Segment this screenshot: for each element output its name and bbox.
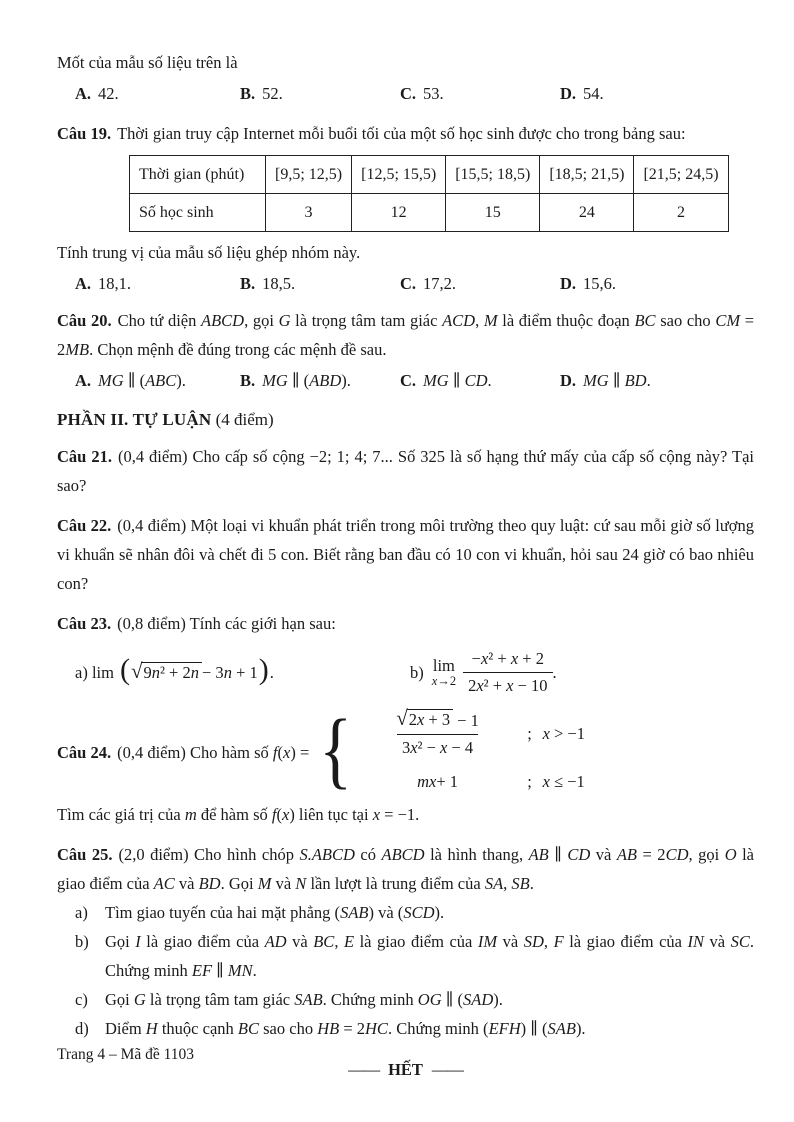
question-stem: Câu 19. Thời gian truy cập Internet mỗi buổi tối của một số học sinh được cho trong bảng sau: [57, 124, 686, 143]
period: . [269, 662, 274, 682]
table-cell: Số học sinh [130, 194, 266, 232]
question-stem: Câu 20. Cho tứ diện ABCD, gọi G là trọng tâm tam giác ACD, M là điểm thuộc đoạn BC sao cho CM = 2MB. Chọn mệnh đề đúng trong các mệnh đề sau. [57, 311, 755, 359]
option-label: C. [400, 274, 417, 293]
list-item-d [57, 1014, 754, 1043]
option-a [75, 79, 240, 108]
page-footer: Trang 4 – Mã đề 1103 [57, 1046, 195, 1063]
question-23 [57, 609, 754, 700]
question-25 [57, 840, 754, 1043]
option-text: 53. [423, 84, 444, 103]
end-mark-text: HẾT [388, 1060, 423, 1079]
item-label: c) [75, 990, 88, 1009]
question-number: Câu 21. [57, 447, 112, 466]
radicand: 9n² + 2n [141, 662, 202, 682]
limit-operator: lim x→2 [431, 655, 457, 688]
close-paren: ) [258, 653, 269, 686]
table-cell: [9,5; 12,5) [266, 156, 352, 194]
dash-left: —— [348, 1060, 380, 1079]
table-row [130, 194, 729, 232]
option-text: MG ∥ (ABC). [98, 371, 186, 390]
option-text: 17,2. [423, 274, 457, 293]
table-cell: [18,5; 21,5) [540, 156, 634, 194]
question-text: Tính trung vị của mẫu số liệu ghép nhóm này. [57, 243, 361, 262]
item-text: Gọi I là giao điểm của AD và BC, E là giao điểm của IM và SD, F là giao điểm của IN và SC. Chứng minh EF ∥ MN. [105, 932, 754, 980]
numerator-tail: − 1 [453, 710, 479, 730]
limit-prefix: b) [410, 662, 424, 682]
option-label: C. [400, 371, 417, 390]
piecewise-cases [359, 705, 586, 796]
fraction [391, 705, 484, 758]
option-a [75, 366, 240, 395]
fraction [463, 649, 552, 696]
table-cell: 12 [352, 194, 446, 232]
answer-options [57, 366, 754, 395]
table-cell: [21,5; 24,5) [634, 156, 728, 194]
separator: ; [527, 771, 532, 791]
radical-icon: √ [130, 658, 143, 683]
limit-expression-a [75, 653, 410, 687]
table-row [130, 156, 729, 194]
question-24 [57, 700, 754, 829]
option-label: D. [560, 371, 577, 390]
option-text: MG ∥ (ABD). [262, 371, 351, 390]
expression-tail: − 3n + 1 [202, 662, 258, 682]
option-label: A. [75, 274, 92, 293]
dash-right: —— [431, 1060, 463, 1079]
table-cell: 15 [446, 194, 540, 232]
case-expression [359, 705, 517, 758]
open-paren: ( [119, 653, 130, 686]
option-d [560, 79, 754, 108]
case-row-1 [359, 705, 586, 758]
question-follow-up: Tìm các giá trị của m để hàm số f(x) liên tục tại x = −1. [57, 805, 420, 824]
question-22 [57, 511, 754, 598]
limit-expressions [57, 644, 754, 700]
question-number: Câu 24. [57, 742, 112, 762]
option-c [400, 366, 560, 395]
limit-prefix: a) lim [75, 662, 114, 682]
table-cell: 2 [634, 194, 728, 232]
answer-options [57, 79, 754, 108]
table-cell: Thời gian (phút) [130, 156, 266, 194]
question-stem: Câu 22. (0,4 điểm) Một loại vi khuẩn phát triển trong môi trường theo quy luật: cứ sau mỗi giờ số lượng vi khuẩn sẽ nhân đôi và chết đi 5 con. Biết rằng ban đầu có 10 con vi khuẩn, hỏi sau 24 giờ có bao nhiêu con? [57, 516, 755, 593]
option-c [400, 269, 560, 298]
list-item-c [57, 985, 754, 1014]
option-a [75, 269, 240, 298]
square-root [396, 705, 453, 730]
question-number: Câu 22. [57, 516, 112, 535]
radical-icon: √ [396, 705, 408, 730]
table-cell: 24 [540, 194, 634, 232]
item-text: Diểm H thuộc cạnh BC sao cho HB = 2HC. Chứng minh (EFH) ∥ (SAB). [105, 1019, 586, 1038]
question-stem: Câu 21. (0,4 điểm) Cho cấp số cộng −2; 1; 4; 7... Số 325 là số hạng thứ mấy của cấp số cộng này? Tại sao? [57, 447, 755, 495]
answer-options [57, 269, 754, 298]
option-d [560, 366, 754, 395]
option-label: A. [75, 84, 92, 103]
denominator: 2x² + x − 10 [463, 672, 552, 696]
numerator [391, 705, 484, 734]
piecewise-function [57, 700, 754, 800]
option-c [400, 79, 560, 108]
option-b [240, 269, 400, 298]
table-cell: 3 [266, 194, 352, 232]
list-item-a [57, 898, 754, 927]
table-cell: [12,5; 15,5) [352, 156, 446, 194]
period: . [552, 662, 557, 682]
question-stem: Câu 23. (0,8 điểm) Tính các giới hạn sau: [57, 614, 336, 633]
case-row-2 [359, 767, 585, 796]
question-20 [57, 306, 754, 395]
question-21 [57, 442, 754, 500]
question-number: Câu 20. [57, 311, 112, 330]
item-label: a) [75, 903, 88, 922]
separator: ; [527, 723, 532, 743]
square-root [130, 658, 202, 683]
option-d [560, 269, 754, 298]
condition: x > −1 [542, 723, 586, 743]
option-label: B. [240, 371, 256, 390]
part-2-heading: PHẦN II. TỰ LUẬN (4 điểm) [57, 410, 274, 429]
numerator: −x² + x + 2 [471, 648, 544, 668]
question-stem: Mốt của mẫu số liệu trên là [57, 53, 238, 72]
question-stem: Câu 25. (2,0 điểm) Cho hình chóp S.ABCD có ABCD là hình thang, AB ∥ CD và AB = 2CD, gọi O là giao điểm của AC và BD. Gọi M và N lần lượt là trung điểm của SA, SB. [57, 845, 755, 893]
item-text: Tìm giao tuyến của hai mặt phẳng (SAB) và (SCD). [105, 903, 445, 922]
case-expression: mx + 1 [417, 771, 459, 791]
limit-expression-b [410, 649, 754, 696]
item-label: d) [75, 1019, 89, 1038]
question-number: Câu 23. [57, 614, 112, 633]
item-text: Gọi G là trọng tâm tam giác SAB. Chứng minh OG ∥ (SAD). [105, 990, 503, 1009]
option-label: D. [560, 84, 577, 103]
option-label: C. [400, 84, 417, 103]
option-text: 42. [98, 84, 119, 103]
denominator: 3x² − x − 4 [397, 734, 478, 758]
question-18-tail [57, 48, 754, 108]
option-b [240, 79, 400, 108]
question-stem: Câu 24. (0,4 điểm) Cho hàm số f(x) = [57, 742, 310, 762]
question-number: Câu 25. [57, 845, 113, 864]
curly-brace: { [319, 700, 353, 797]
question-19 [57, 119, 754, 298]
list-item-b [57, 927, 754, 985]
option-text: MG ∥ BD. [583, 371, 651, 390]
option-text: 54. [583, 84, 604, 103]
option-text: MG ∥ CD. [423, 371, 492, 390]
condition: x ≤ −1 [542, 771, 585, 791]
option-b [240, 366, 400, 395]
question-number: Câu 19. [57, 124, 112, 143]
item-label: b) [75, 932, 89, 951]
option-label: D. [560, 274, 577, 293]
option-text: 15,6. [583, 274, 617, 293]
option-text: 18,5. [262, 274, 296, 293]
frequency-table [129, 155, 729, 232]
option-label: B. [240, 84, 256, 103]
option-text: 18,1. [98, 274, 132, 293]
radicand: 2x + 3 [407, 709, 453, 729]
table-cell: [15,5; 18,5) [446, 156, 540, 194]
option-label: B. [240, 274, 256, 293]
option-text: 52. [262, 84, 283, 103]
option-label: A. [75, 371, 92, 390]
